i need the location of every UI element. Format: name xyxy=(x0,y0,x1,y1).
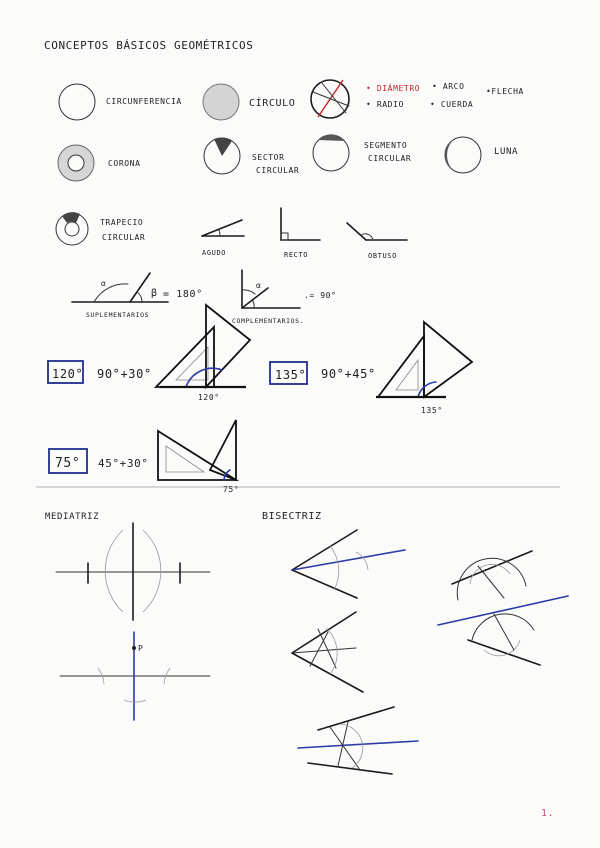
box-75-text: 75° xyxy=(55,456,81,471)
recto-label: RECTO xyxy=(284,251,309,259)
complementarios-equation: .= 90° xyxy=(304,291,337,300)
angulo-obtuso-figure xyxy=(347,223,407,240)
mediatriz-title: MEDIATRIZ xyxy=(45,512,100,522)
sector-label-2: CIRCULAR xyxy=(256,166,300,175)
bisectriz-figure-2 xyxy=(292,612,363,692)
segmento-label-1: SEGMENTO xyxy=(364,141,408,150)
cuerda-label: • CUERDA xyxy=(430,100,474,109)
flecha-label: •FLECHA xyxy=(486,87,524,96)
square-75-figure xyxy=(158,420,236,480)
segmento-circular-figure xyxy=(313,134,349,171)
result-135: 135° xyxy=(421,406,443,415)
bisectriz-figure-4 xyxy=(438,551,568,665)
mediatriz-figure-2 xyxy=(60,632,210,720)
luna-figure xyxy=(445,137,481,173)
trapecio-label-1: TRAPECIO xyxy=(100,218,144,227)
result-120: 120° xyxy=(198,393,220,402)
beta-symbol: β xyxy=(151,288,158,299)
sum-120: 90°+30° xyxy=(97,367,152,381)
square-135-figure xyxy=(376,322,472,397)
radio-label: • RADIO xyxy=(366,100,404,109)
bisectriz-title: BISECTRIZ xyxy=(262,511,322,522)
circunferencia-figure xyxy=(59,84,95,120)
corona-figure xyxy=(58,145,94,181)
diametro-label: • DIÁMETRO xyxy=(366,84,421,93)
arco-label: • ARCO xyxy=(432,82,465,91)
box-135-text: 135° xyxy=(275,368,307,382)
sector-label-1: SECTOR xyxy=(252,153,285,162)
sum-75: 45°+30° xyxy=(98,457,149,470)
circulo-label: CÍRCULO xyxy=(249,98,296,109)
page-number: 1. xyxy=(541,808,555,819)
complementarios-alpha: α xyxy=(256,281,262,290)
corona-label: CORONA xyxy=(108,159,141,168)
complementarios-figure xyxy=(242,270,300,308)
sum-135: 90°+45° xyxy=(321,367,376,381)
suplementarios-label: SUPLEMENTARIOS xyxy=(86,311,150,319)
result-75: 75° xyxy=(223,485,240,494)
trapecio-circular-figure xyxy=(56,212,88,245)
luna-label: LUNA xyxy=(494,147,519,157)
agudo-label: AGUDO xyxy=(202,249,227,257)
page-title: CONCEPTOS BÁSICOS GEOMÉTRICOS xyxy=(44,39,254,52)
complementarios-label: COMPLEMENTARIOS. xyxy=(232,317,305,325)
circunferencia-label: CIRCUNFERENCIA xyxy=(106,97,182,106)
diametro-figure xyxy=(311,80,349,118)
trapecio-label-2: CIRCULAR xyxy=(102,233,146,242)
alpha-symbol: α xyxy=(101,279,107,288)
angulo-recto-figure xyxy=(281,208,320,240)
angulo-agudo-figure xyxy=(202,220,244,236)
mediatriz-point-p: P xyxy=(138,644,144,653)
suplementarios-equation: = 180° xyxy=(163,289,203,300)
circulo-figure xyxy=(203,84,239,120)
obtuso-label: OBTUSO xyxy=(368,252,397,260)
mediatriz-figure-1 xyxy=(56,523,210,620)
bisectriz-figure-3 xyxy=(298,707,418,774)
sector-circular-figure xyxy=(204,137,240,174)
box-120-text: 120° xyxy=(52,367,84,381)
segmento-label-2: CIRCULAR xyxy=(368,154,412,163)
bisectriz-figure-1 xyxy=(292,530,405,598)
